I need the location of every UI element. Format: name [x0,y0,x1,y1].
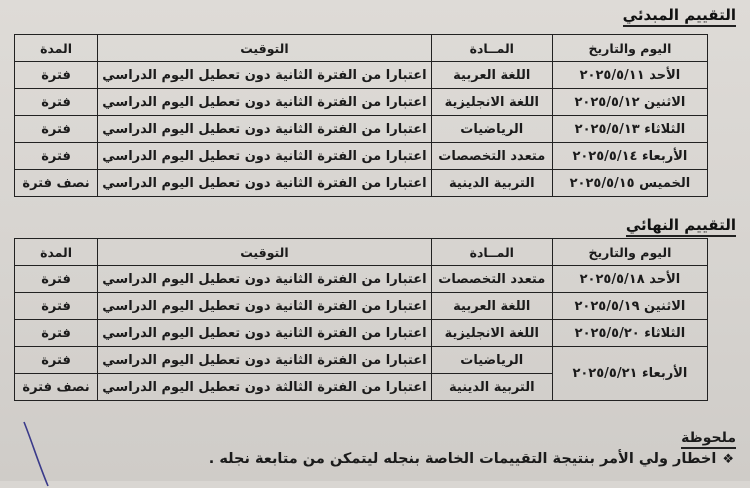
note-text: اخطار ولي الأمر بنتيجة التقييمات الخاصة بنجله ليتمكن من متابعة نجله . [208,451,717,467]
cell-day: الاثنين ٢٠٢٥/٥/١٩ [552,293,707,320]
cell-time: اعتبارا من الفترة الثانية دون تعطيل اليوم الدراسي [98,293,432,320]
cell-subject: متعدد التخصصات [431,143,552,170]
cell-day: الثلاثاء ٢٠٢٥/٥/٢٠ [552,320,707,347]
cell-time: اعتبارا من الفترة الثانية دون تعطيل اليوم الدراسي [98,266,432,293]
cell-subject: اللغة الانجليزية [431,320,552,347]
cell-subject: اللغة العربية [431,62,552,89]
cell-time: اعتبارا من الفترة الثانية دون تعطيل اليوم الدراسي [98,62,432,89]
cell-duration: نصف فترة [15,170,98,197]
cell-day: الاثنين ٢٠٢٥/٥/١٢ [552,89,707,116]
cell-day: الأحد ٢٠٢٥/٥/١١ [552,62,707,89]
cell-day: الأربعاء ٢٠٢٥/٥/٢١ [552,347,707,401]
header-subject: المــادة [431,239,552,266]
cell-duration: فترة [15,116,98,143]
cell-duration: فترة [15,62,98,89]
cell-subject: الرياضيات [431,347,552,374]
table-row [15,320,708,347]
cell-day: الخميس ٢٠٢٥/٥/١٥ [552,170,707,197]
table-header-row [15,239,708,266]
cell-subject: متعدد التخصصات [431,266,552,293]
cell-duration: فترة [15,293,98,320]
cell-subject: اللغة العربية [431,293,552,320]
cell-subject: التربية الدينية [431,374,552,401]
cell-time: اعتبارا من الفترة الثانية دون تعطيل اليوم الدراسي [98,143,432,170]
cell-duration: فترة [15,89,98,116]
cell-duration: فترة [15,143,98,170]
cell-duration: فترة [15,266,98,293]
header-day: اليوم والتاريخ [552,35,707,62]
header-time: التوقيت [98,239,432,266]
table-row [15,143,708,170]
table-row [15,89,708,116]
cell-time: اعتبارا من الفترة الثانية دون تعطيل اليوم الدراسي [98,170,432,197]
cell-day: الثلاثاء ٢٠٢٥/٥/١٣ [552,116,707,143]
final-assessment-table [14,238,708,401]
table-header-row [15,35,708,62]
cell-time: اعتبارا من الفترة الثانية دون تعطيل اليوم الدراسي [98,116,432,143]
initial-assessment-table [14,34,708,197]
table-row [15,62,708,89]
pen-mark-icon [18,418,58,488]
table-row [15,266,708,293]
cell-subject: التربية الدينية [431,170,552,197]
table-row [15,116,708,143]
note-item [209,451,734,467]
cell-time: اعتبارا من الفترة الثالثة دون تعطيل اليوم الدراسي [98,374,432,401]
cell-subject: اللغة الانجليزية [431,89,552,116]
header-duration: المدة [15,239,98,266]
cell-duration: نصف فترة [15,374,98,401]
table-row [15,347,708,374]
cell-time: اعتبارا من الفترة الثانية دون تعطيل اليوم الدراسي [98,320,432,347]
cell-subject: الرياضيات [431,116,552,143]
diamond-bullet-icon: ❖ [722,452,734,467]
header-subject: المــادة [431,35,552,62]
header-day: اليوم والتاريخ [552,239,707,266]
header-duration: المدة [15,35,98,62]
final-assessment-title: التقييم النهائي [626,216,736,237]
initial-assessment-title: التقييم المبدئي [623,6,736,27]
table-row [15,293,708,320]
cell-time: اعتبارا من الفترة الثانية دون تعطيل اليوم الدراسي [98,347,432,374]
cell-day: الأحد ٢٠٢٥/٥/١٨ [552,266,707,293]
cell-day: الأربعاء ٢٠٢٥/٥/١٤ [552,143,707,170]
note-title: ملحوظة [681,430,736,449]
header-time: التوقيت [98,35,432,62]
cell-duration: فترة [15,347,98,374]
cell-duration: فترة [15,320,98,347]
table-row [15,170,708,197]
cell-time: اعتبارا من الفترة الثانية دون تعطيل اليوم الدراسي [98,89,432,116]
